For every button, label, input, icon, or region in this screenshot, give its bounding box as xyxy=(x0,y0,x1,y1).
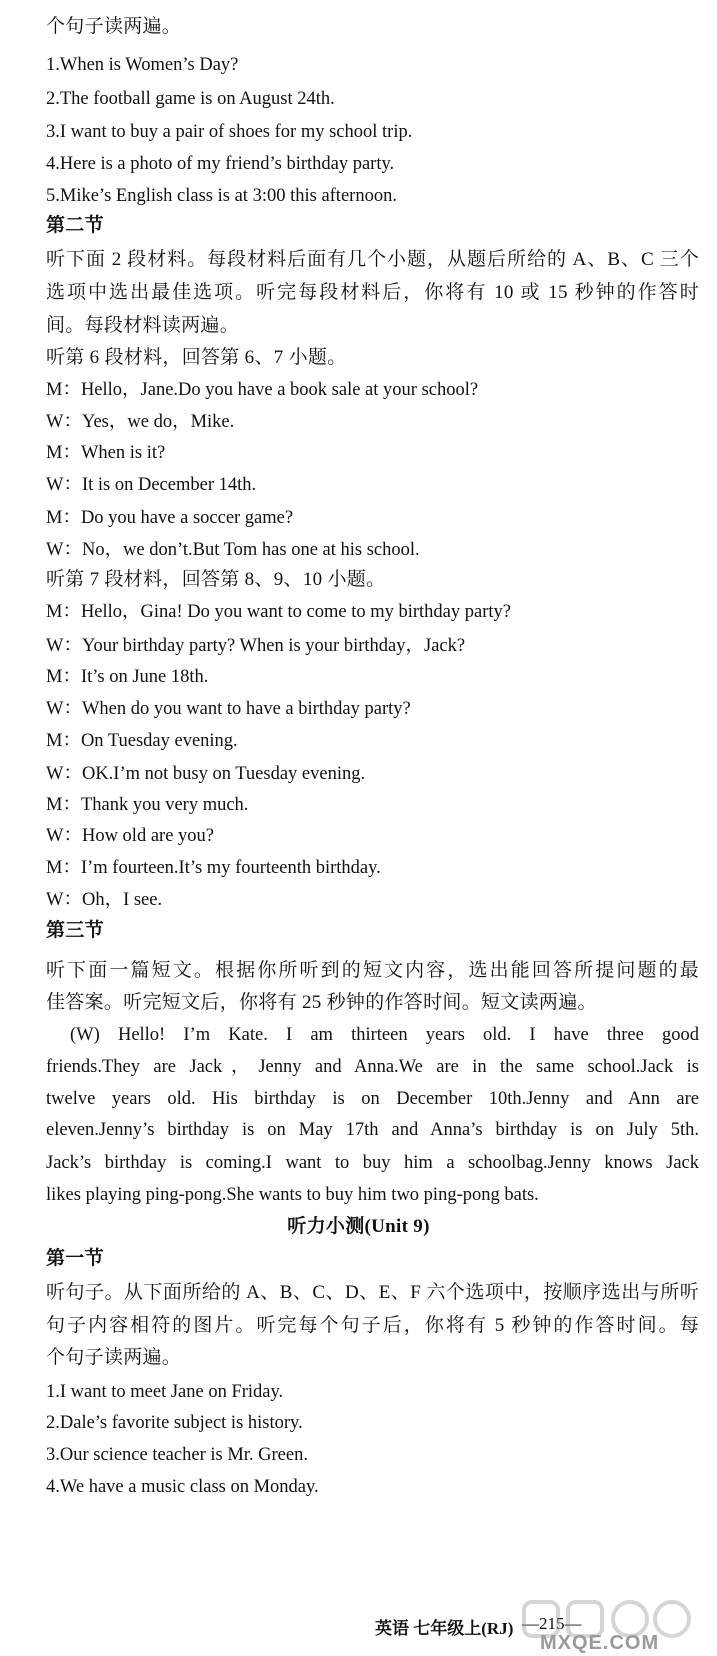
watermark-box xyxy=(568,1602,602,1636)
dialogue-line: W：OK.I’m not busy on Tuesday evening. xyxy=(46,764,366,784)
dialogue-line: W：Yes，we do，Mike. xyxy=(46,412,235,432)
passage-line: eleven.Jenny’s birthday is on May 17th and Anna’s birthday is on July 5th. xyxy=(46,1120,699,1140)
passage-line: Jack’s birthday is coming.I want to buy him a schoolbag.Jenny knows Jack xyxy=(46,1153,699,1173)
section-heading: 第二节 xyxy=(46,215,104,236)
sentence-2: 2.The football game is on August 24th. xyxy=(46,89,335,109)
passage-line: twelve years old. His birthday is on December 10th.Jenny and Ann are xyxy=(46,1089,699,1109)
text-line: 个句子读两遍。 xyxy=(46,16,182,37)
dialogue-line: M：I’m fourteen.It’s my fourteenth birthday. xyxy=(46,858,381,878)
passage-line: friends.They are Jack，Jenny and Anna.We are in the same school.Jack is xyxy=(46,1057,699,1077)
sentence-3: 3.I want to buy a pair of shoes for my school trip. xyxy=(46,122,413,142)
instruction-line: 句子内容相符的图片。听完每个句子后，你将有 5 秒钟的作答时间。每 xyxy=(46,1315,699,1336)
instruction-line: 听第 6 段材料，回答第 6、7 小题。 xyxy=(46,347,347,368)
instruction-line: 听下面 2 段材料。每段材料后面有几个小题，从题后所给的 A、B、C 三个 xyxy=(46,249,699,270)
instruction-line: 选项中选出最佳选项。听完每段材料后，你将有 10 或 15 秒钟的作答时 xyxy=(46,282,699,303)
dialogue-line: M：Hello，Gina! Do you want to come to my birthday party? xyxy=(46,602,511,622)
dialogue-line: M：When is it? xyxy=(46,443,166,463)
instruction-line: 个句子读两遍。 xyxy=(46,1347,182,1368)
instruction-line: 间。每段材料读两遍。 xyxy=(46,315,240,336)
dialogue-line: M：On Tuesday evening. xyxy=(46,731,238,751)
watermark-text: MXQE.COM xyxy=(540,1632,660,1654)
passage-line: likes playing ping-pong.She wants to buy him two ping-pong bats. xyxy=(46,1185,539,1205)
dialogue-line: W：Oh，I see. xyxy=(46,890,163,910)
dialogue-line: W：No，we don’t.But Tom has one at his school. xyxy=(46,540,420,560)
sentence-4: 4.Here is a photo of my friend’s birthday party. xyxy=(46,154,395,174)
instruction-line: 听句子。从下面所给的 A、B、C、D、E、F 六个选项中，按顺序选出与所听 xyxy=(46,1282,699,1303)
watermark-circle xyxy=(655,1602,689,1636)
instruction-line: 听第 7 段材料，回答第 8、9、10 小题。 xyxy=(46,569,386,590)
dialogue-line: W：How old are you? xyxy=(46,826,214,846)
unit-title: 听力小测(Unit 9) xyxy=(287,1216,430,1237)
footer-label: 英语 七年级上(RJ) xyxy=(375,1619,514,1638)
sentence-2: 2.Dale’s favorite subject is history. xyxy=(46,1413,303,1433)
dialogue-line: W：When do you want to have a birthday party? xyxy=(46,699,411,719)
section-heading: 第一节 xyxy=(46,1248,104,1269)
instruction-line: 佳答案。听完短文后，你将有 25 秒钟的作答时间。短文读两遍。 xyxy=(46,992,597,1013)
dialogue-line: M：Hello，Jane.Do you have a book sale at your school? xyxy=(46,380,479,400)
dialogue-line: W：It is on December 14th. xyxy=(46,475,257,495)
page-number: —215— xyxy=(522,1614,582,1633)
watermark-circle xyxy=(613,1602,647,1636)
dialogue-line: M：Thank you very much. xyxy=(46,795,249,815)
instruction-line: 听下面一篇短文。根据你所听到的短文内容，选出能回答所提问题的最 xyxy=(46,960,699,981)
sentence-1: 1.When is Women’s Day? xyxy=(46,55,239,75)
sentence-5: 5.Mike’s English class is at 3:00 this afternoon. xyxy=(46,186,397,206)
passage-line: (W) Hello! I’m Kate. I am thirteen years old. I have three good xyxy=(70,1025,699,1045)
watermark-box xyxy=(524,1602,558,1636)
sentence-3: 3.Our science teacher is Mr. Green. xyxy=(46,1445,308,1465)
dialogue-line: M：Do you have a soccer game? xyxy=(46,508,294,528)
dialogue-line: M：It’s on June 18th. xyxy=(46,667,209,687)
dialogue-line: W：Your birthday party? When is your birthday，Jack? xyxy=(46,636,466,656)
sentence-1: 1.I want to meet Jane on Friday. xyxy=(46,1382,284,1402)
sentence-4: 4.We have a music class on Monday. xyxy=(46,1477,319,1497)
section-heading: 第三节 xyxy=(46,920,104,941)
